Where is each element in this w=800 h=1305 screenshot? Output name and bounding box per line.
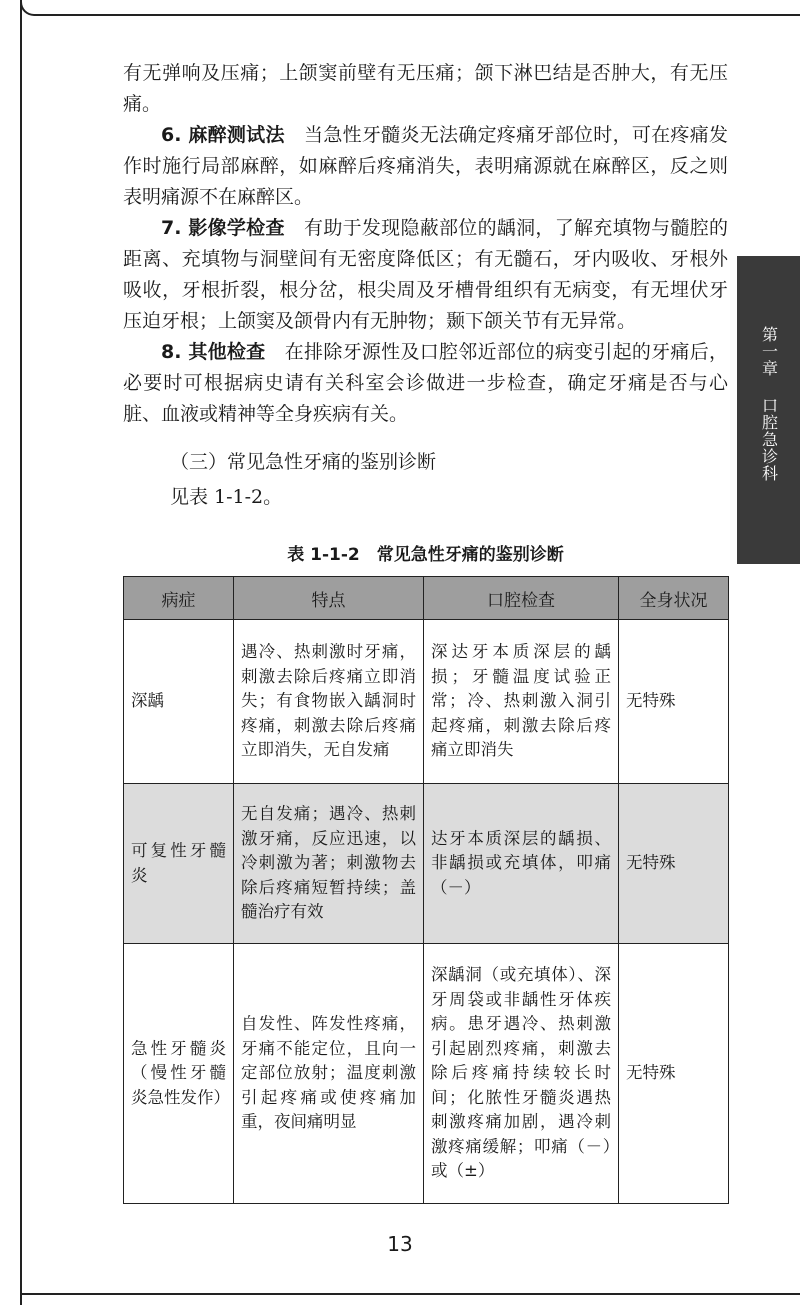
paragraph-heading: 8. 其他检查 [161, 341, 266, 363]
cell-systemic: 无特殊 [619, 620, 729, 784]
cell-oral-exam: 深龋洞（或充填体）、深牙周袋或非龋性牙体疾病。患牙遇冷、热刺激引起剧烈疼痛，刺激去除后疼痛持续较长时间；化脓性牙髓炎遇热刺激疼痛加剧，遇冷刺激疼痛缓解；叩痛（－）或（±） [424, 944, 619, 1204]
paragraph-anesthesia-test [123, 120, 728, 213]
table-header-row [124, 577, 729, 620]
table-caption: 表 1-1-2 常见急性牙痛的鉴别诊断 [287, 545, 564, 565]
cell-condition: 可复性牙髓炎 [124, 784, 234, 944]
paragraph-continued: 有无弹响及压痛；上颌窦前壁有无压痛；颌下淋巴结是否肿大，有无压痛。 [123, 62, 728, 115]
chapter-side-tab [737, 256, 800, 564]
cell-oral-exam: 达牙本质深层的龋损、非龋损或充填体，叩痛（－） [424, 784, 619, 944]
cell-features: 遇冷、热刺激时牙痛，刺激去除后疼痛立即消失；有食物嵌入龋洞时疼痛，刺激去除后疼痛立即消失，无自发痛 [234, 620, 424, 784]
cell-systemic: 无特殊 [619, 784, 729, 944]
differential-diagnosis-table [123, 576, 729, 1204]
cell-condition: 急性牙髓炎（慢性牙髓炎急性发作） [124, 944, 234, 1204]
paragraph-body: 当急性牙髓炎无法确定疼痛牙部位时，可在疼痛发作时施行局部麻醉，如麻醉后疼痛消失，表明痛源就在麻醉区，反之则表明痛源不在麻醉区。 [123, 124, 728, 208]
paragraph-body: 在排除牙源性及口腔邻近部位的病变引起的牙痛后，必要时可根据病史请有关科室会诊做进一步检查，确定牙痛是否与心脏、血液或精神等全身疾病有关。 [123, 341, 728, 425]
page-frame-bottom [20, 1293, 800, 1295]
cell-features: 无自发痛；遇冷、热刺激牙痛，反应迅速，以冷刺激为著；刺激物去除后疼痛短暂持续；盖髓治疗有效 [234, 784, 424, 944]
table-row [124, 784, 729, 944]
page-frame-top [20, 0, 800, 16]
paragraph-heading: 6. 麻醉测试法 [161, 124, 285, 146]
body-text [123, 58, 728, 430]
page-number: 13 [387, 1232, 413, 1256]
table-row [124, 944, 729, 1204]
header-systemic: 全身状况 [619, 577, 729, 620]
paragraph-body: 有助于发现隐蔽部位的龋洞，了解充填物与髓腔的距离、充填物与洞壁间有无密度降低区；有无髓石，牙内吸收、牙根外吸收，牙根折裂，根分岔，根尖周及牙槽骨组织有无病变，有无埋伏牙压迫牙根；上颌窦及颌骨内有无肿物；颞下颌关节有无异常。 [123, 217, 728, 332]
section-heading: （三）常见急性牙痛的鉴别诊断 [170, 451, 437, 473]
page-frame-left [20, 0, 22, 1305]
paragraph-other-exams [123, 337, 728, 430]
cell-oral-exam: 深达牙本质深层的龋损；牙髓温度试验正常；冷、热刺激入洞引起疼痛，刺激去除后疼痛立即消失 [424, 620, 619, 784]
table-reference: 见表 1-1-2。 [170, 486, 283, 508]
header-features: 特点 [234, 577, 424, 620]
paragraph-heading: 7. 影像学检查 [161, 217, 285, 239]
cell-systemic: 无特殊 [619, 944, 729, 1204]
cell-features: 自发性、阵发性疼痛，牙痛不能定位，且向一定部位放射；温度刺激引起疼痛或使疼痛加重，夜间痛明显 [234, 944, 424, 1204]
cell-condition: 深龋 [124, 620, 234, 784]
paragraph-imaging [123, 213, 728, 337]
header-condition: 病症 [124, 577, 234, 620]
table-row [124, 620, 729, 784]
chapter-side-tab-label: 第一章 口腔急诊科 [759, 326, 779, 482]
header-oral-exam: 口腔检查 [424, 577, 619, 620]
